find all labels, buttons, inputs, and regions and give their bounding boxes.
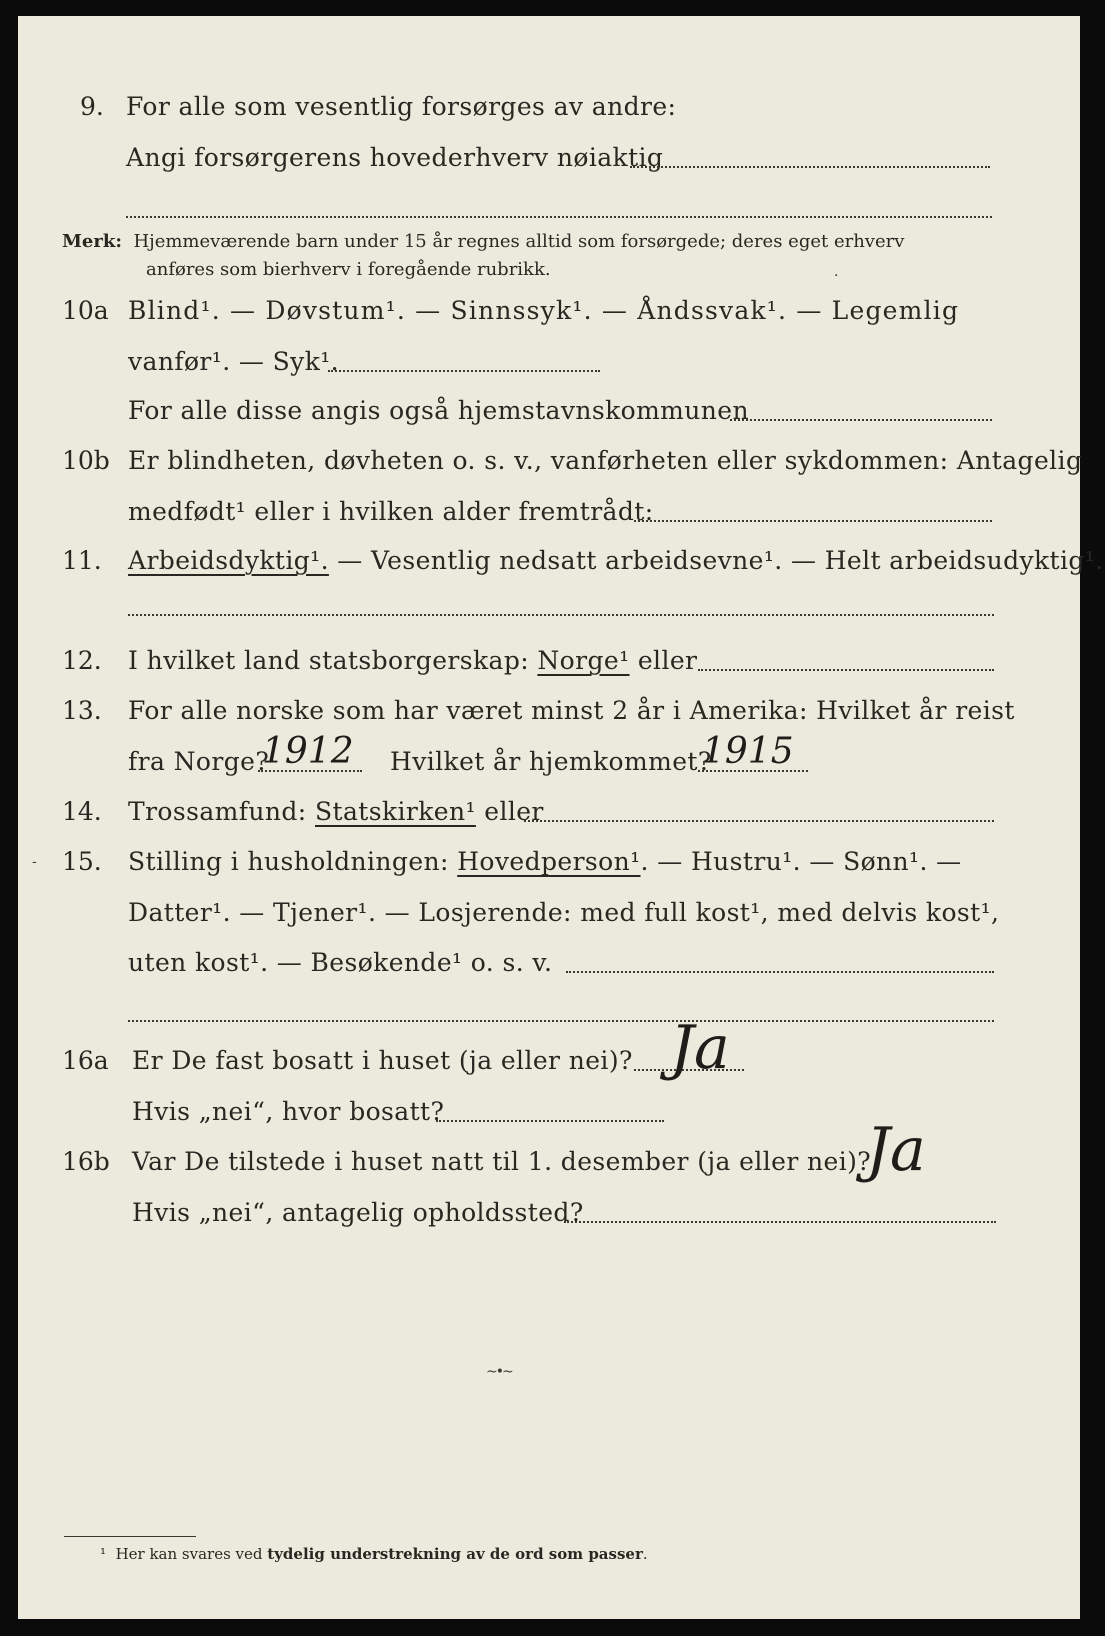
question-12-text [128,646,697,676]
handwritten-year-hjemkommet: 1915 [702,731,794,772]
question-15-answer-field-2[interactable] [128,1020,994,1022]
question-11-number: 11. [62,546,102,575]
footnote-bold: tydelig understrekning av de ord som passer [267,1545,643,1563]
question-13-reist-field[interactable] [258,770,362,772]
footnote-text [100,1544,648,1564]
question-10a-options: Blind¹. — Døvstum¹. — Sinnssyk¹. — Åndssvak¹. — Legemlig [128,296,960,325]
note-line-2: anføres som bierhverv i foregående rubrikk. [146,259,551,280]
option-hovedperson-underlined[interactable]: Hovedperson¹ [457,847,641,876]
question-16a-number: 16a [62,1046,109,1075]
question-13-text: For alle norske som har været minst 2 år i Amerika: Hvilket år reist [128,696,1015,725]
footnote-rule [64,1536,196,1537]
question-15-options-2: Datter¹. — Tjener¹. — Losjerende: med full kost¹, med delvis kost¹, [128,898,1000,927]
handwritten-year-reist: 1912 [262,731,354,772]
question-10a-number: 10a [62,296,109,325]
question-15-answer-field[interactable] [566,971,994,973]
note-text-1 [62,230,904,254]
footnote-post: . [642,1545,648,1563]
question-14-post: eller [475,797,544,826]
question-13-number: 13. [62,696,102,725]
question-12-number: 12. [62,646,102,675]
question-10b-number: 10b [62,446,110,475]
question-13-hjem-label: Hvilket år hjemkommet? [390,747,712,776]
question-11-rest: — Vesentlig nedsatt arbeidsevne¹. — Helt arbeidsudyktig¹. [328,546,1104,575]
question-16b-subtext: Hvis „nei“, antagelig opholdssted? [132,1198,584,1227]
question-12-label: I hvilket land statsborgerskap: [128,646,538,675]
question-10b-text: Er blindheten, døvheten o. s. v., vanførheten eller sykdommen: Antagelig [128,446,1083,475]
question-15-text [128,847,962,877]
footnote-mark: ¹ [100,1545,107,1563]
question-15-number: 15. [62,847,102,876]
question-10a-answer-field[interactable] [328,370,600,372]
question-14-text [128,797,544,827]
question-9-answer-field-2[interactable] [126,216,992,218]
question-9-number: 9. [80,92,104,121]
note-label: Merk: [62,231,122,252]
question-16b-number: 16b [62,1147,110,1176]
question-14-answer-field[interactable] [524,820,994,822]
option-arbeidsdyktig-underlined[interactable]: Arbeidsdyktig¹. [128,546,329,575]
question-10a-municipality-field[interactable] [730,419,992,421]
question-16a-bosatt-field[interactable] [436,1120,664,1122]
option-norge-underlined[interactable]: Norge¹ [537,646,630,675]
question-14-label: Trossamfund: [128,797,315,826]
question-10a-options-2: vanfør¹. — Syk¹. [128,347,340,376]
question-12-post: eller [629,646,698,675]
question-12-answer-field[interactable] [698,669,994,671]
question-9-answer-field[interactable] [630,166,990,168]
census-form-page [18,16,1104,1619]
handwritten-answer-16a: Ja [670,1013,730,1083]
question-16a-subtext: Hvis „nei“, hvor bosatt? [132,1097,445,1126]
question-11-text [128,546,1104,576]
end-ornament: ~•~ [486,1364,512,1380]
footnote-pre: Her kan svares ved [115,1545,268,1563]
question-15-label: Stilling i husholdningen: [128,847,458,876]
question-10a-subtext: For alle disse angis også hjemstavnskommunen [128,396,749,425]
question-14-number: 14. [62,797,102,826]
margin-dash: - [32,854,37,870]
question-13-reist-label: fra Norge? [128,747,270,776]
question-10b-answer-field[interactable] [634,520,992,522]
question-15-rest: . — Hustru¹. — Sønn¹. — [640,847,962,876]
note-line-1: Hjemmeværende barn under 15 år regnes alltid som forsørgede; deres eget erhverv [133,231,905,252]
question-11-answer-field[interactable] [128,614,994,616]
question-16a-text: Er De fast bosatt i huset (ja eller nei)? [132,1046,633,1075]
question-16b-text: Var De tilstede i huset natt til 1. desember (ja eller nei)? [132,1147,872,1176]
question-10b-subtext: medfødt¹ eller i hvilken alder fremtrådt: [128,497,654,526]
handwritten-answer-16b: Ja [866,1115,926,1185]
question-13-hjem-field[interactable] [698,770,808,772]
question-9-subtext: Angi forsørgerens hovederhverv nøiaktig [126,143,664,172]
question-16b-opholdssted-field[interactable] [564,1221,996,1223]
question-9-text: For alle som vesentlig forsørges av andre: [126,92,677,121]
option-statskirken-underlined[interactable]: Statskirken¹ [314,797,476,826]
question-15-options-3: uten kost¹. — Besøkende¹ o. s. v. [128,948,553,977]
ink-speck: · [834,268,839,284]
